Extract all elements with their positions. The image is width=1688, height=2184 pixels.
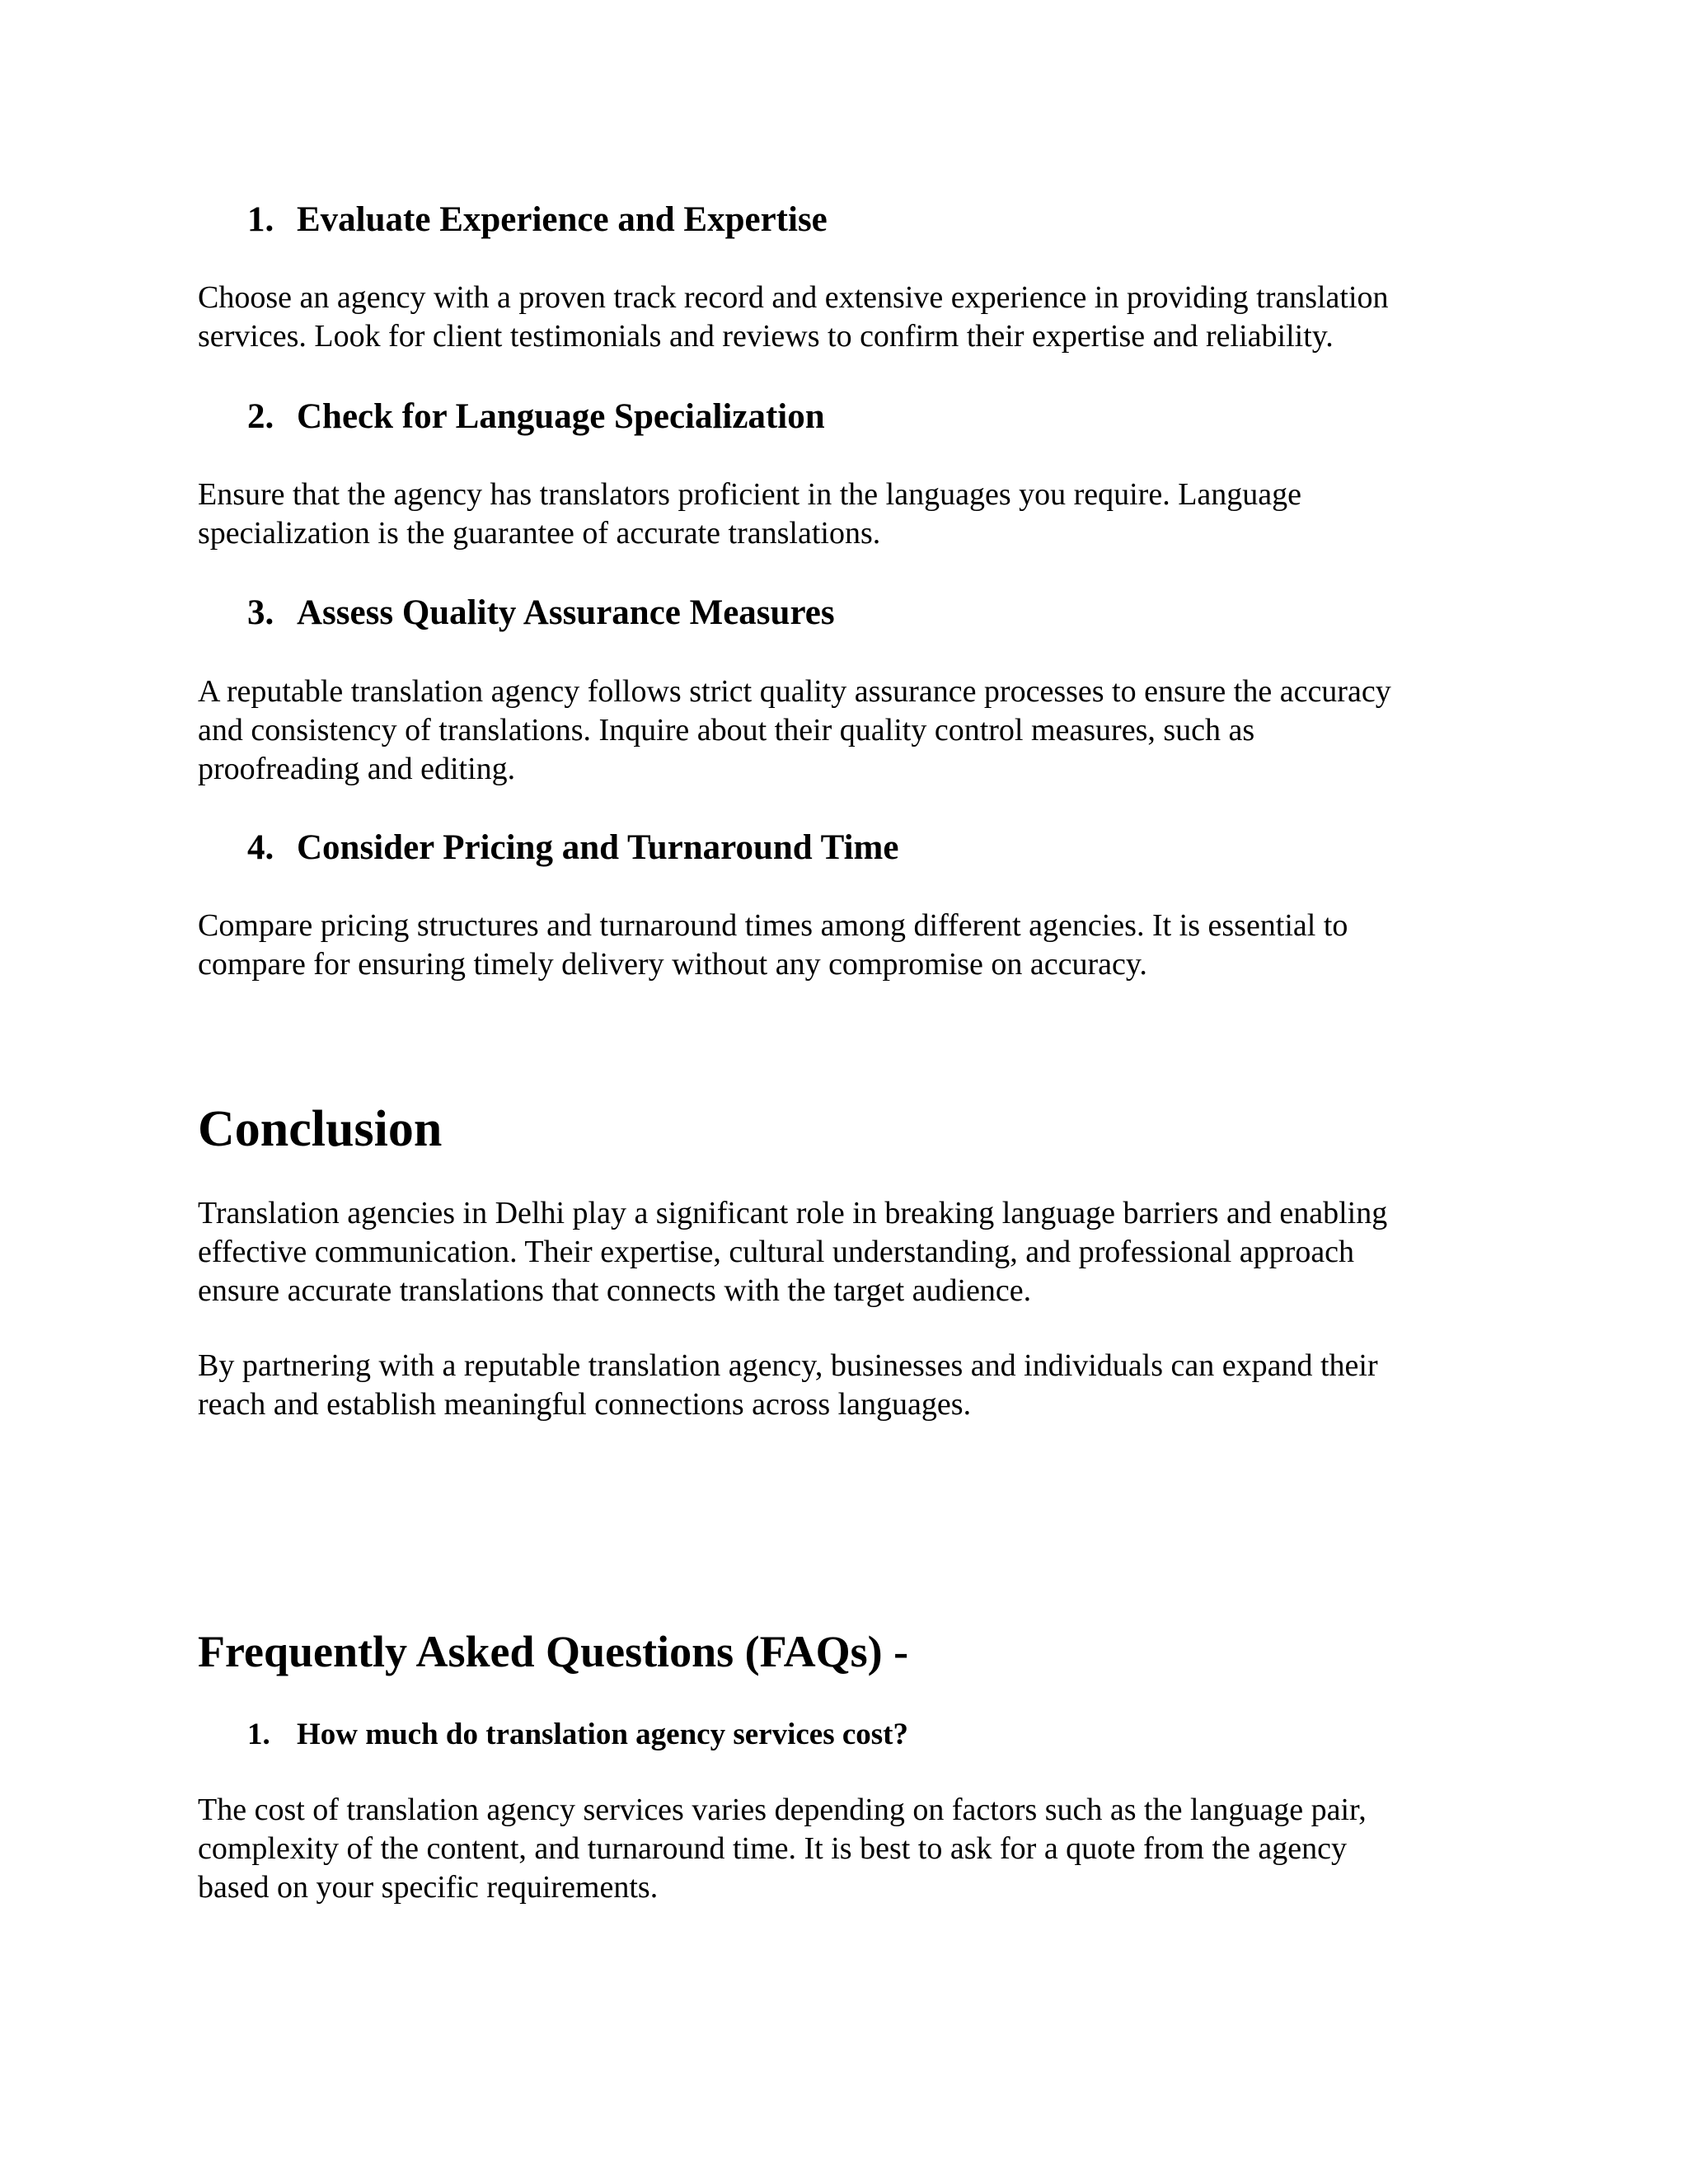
section-title: Assess Quality Assurance Measures [297, 593, 835, 632]
text-line: ensure accurate translations that connects with the target audience. [198, 1273, 1032, 1308]
section-paragraph-3 [198, 673, 1391, 789]
section-number: 2. [247, 397, 274, 436]
faq-answer-1 [198, 1791, 1367, 1907]
section-title: Check for Language Specialization [297, 397, 825, 436]
faq-heading: Frequently Asked Questions (FAQs) - [198, 1627, 909, 1676]
section-title: Evaluate Experience and Expertise [297, 200, 828, 239]
faq-number: 1. [247, 1718, 270, 1751]
text-line: complexity of the content, and turnaround time. It is best to ask for a quote from the agency [198, 1831, 1347, 1866]
section-heading-4 [247, 827, 898, 869]
text-line: Compare pricing structures and turnaround times among different agencies. It is essential to [198, 908, 1348, 943]
section-heading-3 [247, 593, 835, 634]
section-paragraph-2 [198, 476, 1301, 553]
text-line: based on your specific requirements. [198, 1870, 659, 1905]
faq-question-1 [247, 1716, 908, 1754]
section-title: Consider Pricing and Turnaround Time [297, 828, 899, 867]
text-line: A reputable translation agency follows strict quality assurance processes to ensure the accuracy [198, 674, 1391, 709]
text-line: effective communication. Their expertise, cultural understanding, and professional approach [198, 1235, 1355, 1269]
text-line: By partnering with a reputable translation agency, businesses and individuals can expand their [198, 1348, 1378, 1383]
text-line: and consistency of translations. Inquire about their quality control measures, such as [198, 713, 1255, 748]
conclusion-paragraph-2 [198, 1347, 1378, 1424]
section-heading-1 [247, 199, 828, 241]
section-number: 3. [247, 593, 274, 632]
text-line: proofreading and editing. [198, 752, 516, 786]
text-line: Translation agencies in Delhi play a significant role in breaking language barriers and enabling [198, 1196, 1388, 1230]
conclusion-paragraph-1 [198, 1194, 1387, 1310]
text-line: reach and establish meaningful connections across languages. [198, 1387, 972, 1422]
text-line: specialization is the guarantee of accurate translations. [198, 516, 881, 551]
section-number: 1. [247, 200, 274, 239]
text-line: services. Look for client testimonials and reviews to confirm their expertise and reliability. [198, 319, 1334, 354]
faq-question-text: How much do translation agency services cost? [297, 1718, 908, 1751]
text-line: The cost of translation agency services varies depending on factors such as the language pair, [198, 1793, 1367, 1827]
section-paragraph-4 [198, 907, 1348, 984]
text-line: compare for ensuring timely delivery without any compromise on accuracy. [198, 947, 1147, 982]
section-number: 4. [247, 828, 274, 867]
text-line: Choose an agency with a proven track record and extensive experience in providing translation [198, 280, 1389, 315]
conclusion-heading: Conclusion [198, 1101, 443, 1157]
section-heading-2 [247, 396, 825, 438]
section-paragraph-1 [198, 279, 1389, 356]
text-line: Ensure that the agency has translators proficient in the languages you require. Language [198, 477, 1302, 512]
